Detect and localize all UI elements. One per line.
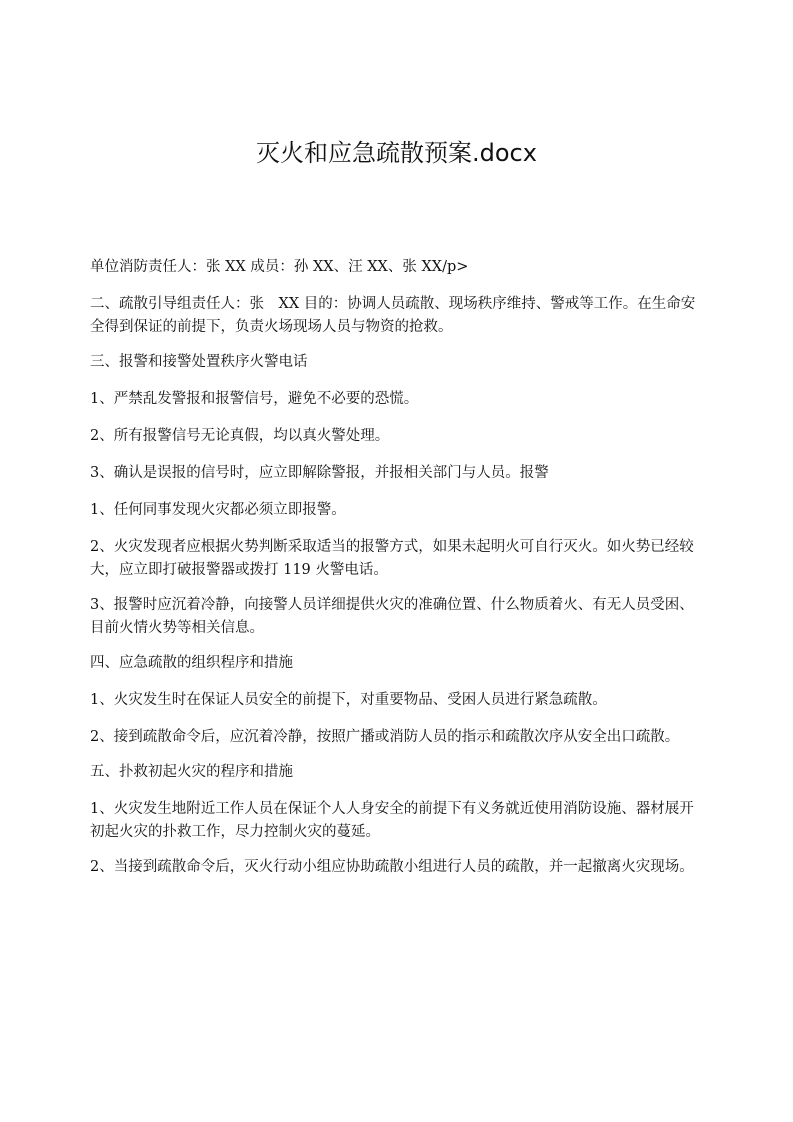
paragraph-alarm-rule-1: 1、严禁乱发警报和报警信号，避免不必要的恐慌。 bbox=[90, 391, 419, 407]
heading-initial-firefighting: 五、扑救初起火灾的程序和措施 bbox=[90, 764, 293, 780]
paragraph-firefighting-rule-2: 2、当接到疏散命令后，灭火行动小组应协助疏散小组进行人员的疏散，并一起撤离火灾现场。 bbox=[90, 859, 694, 875]
paragraph-report-rule-2: 2、火灾发现者应根据火势判断采取适当的报警方式，如果未起明火可自行灭火。如火势已经较大，应立即打破报警器或拨打 119 火警电话。 bbox=[90, 539, 694, 578]
document-body bbox=[90, 256, 708, 891]
paragraph-evacuation-rule-2: 2、接到疏散命令后，应沉着冷静，按照广播或消防人员的指示和疏散次序从安全出口疏散。 bbox=[90, 729, 680, 745]
paragraph-alarm-rule-2: 2、所有报警信号无论真假，均以真火警处理。 bbox=[90, 428, 390, 444]
heading-alarm-procedure: 三、报警和接警处置秩序火警电话 bbox=[90, 354, 308, 370]
paragraph-evacuation-group: 二、疏散引导组责任人：张 XX 目的：协调人员疏散、现场秩序维持、警戒等工作。在生命安全得到保证的前提下，负责火场现场人员与物资的抢救。 bbox=[90, 296, 696, 335]
paragraph-responsible-person: 单位消防责任人：张 XX 成员：孙 XX、汪 XX、张 XX/p> bbox=[90, 259, 469, 275]
paragraph-report-rule-3: 3、报警时应沉着冷静，向接警人员详细提供火灾的准确位置、什么物质着火、有无人员受困、目前火情火势等相关信息。 bbox=[90, 597, 694, 636]
paragraph-report-rule-1: 1、任何同事发现火灾都必须立即报警。 bbox=[90, 502, 346, 518]
paragraph-evacuation-rule-1: 1、火灾发生时在保证人员安全的前提下，对重要物品、受困人员进行紧急疏散。 bbox=[90, 692, 607, 708]
heading-evacuation-procedure: 四、应急疏散的组织程序和措施 bbox=[90, 655, 293, 671]
document-title: 灭火和应急疏散预案.docx bbox=[256, 139, 537, 167]
paragraph-firefighting-rule-1: 1、火灾发生地附近工作人员在保证个人人身安全的前提下有义务就近使用消防设施、器材展开初起火灾的扑救工作，尽力控制火灾的蔓延。 bbox=[90, 801, 694, 840]
paragraph-alarm-rule-3: 3、确认是误报的信号时，应立即解除警报，并报相关部门与人员。报警 bbox=[90, 465, 549, 481]
